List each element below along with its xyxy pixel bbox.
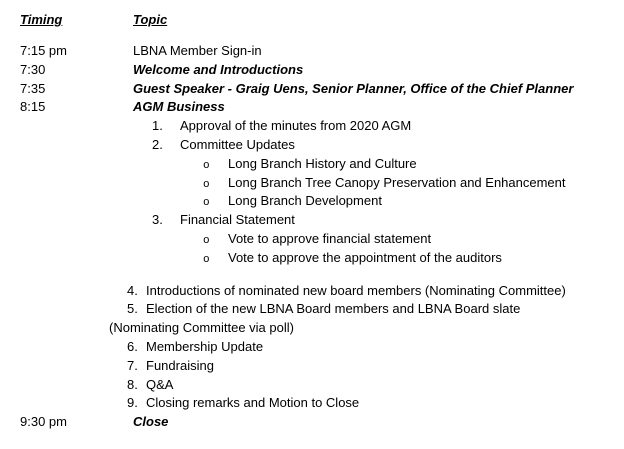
topic-text: Vote to approve the appointment of the auditors bbox=[228, 249, 502, 265]
topic-text: Approval of the minutes from 2020 AGM bbox=[180, 118, 412, 134]
topic-text: Election of the new LBNA Board members and LBNA Board slate bbox=[146, 301, 521, 317]
agenda-row bbox=[0, 98, 624, 117]
time-cell: 7:35 bbox=[20, 80, 46, 96]
blank-row bbox=[0, 268, 624, 282]
topic-cell bbox=[203, 155, 417, 176]
topic-text: Guest Speaker - Graig Uens, Senior Planner, Office of the Chief Planner bbox=[133, 80, 574, 96]
agenda-row bbox=[0, 376, 624, 395]
agenda-row bbox=[0, 117, 624, 136]
topic-text: Vote to approve financial statement bbox=[228, 230, 432, 246]
topic-text: Close bbox=[133, 414, 169, 430]
list-marker: o bbox=[203, 178, 210, 191]
list-marker: 8. bbox=[127, 376, 138, 392]
topic-cell bbox=[133, 61, 303, 80]
list-marker: 1. bbox=[152, 118, 163, 134]
topic-text: Closing remarks and Motion to Close bbox=[146, 395, 360, 411]
timing-column-header: Timing bbox=[20, 12, 63, 27]
agenda-row bbox=[0, 136, 624, 155]
topic-cell bbox=[133, 98, 225, 117]
topic-cell bbox=[127, 300, 520, 319]
topic-cell bbox=[127, 338, 263, 357]
list-marker: o bbox=[203, 234, 210, 247]
topic-cell bbox=[203, 192, 382, 213]
topic-cell bbox=[133, 42, 262, 61]
time-cell: 7:15 pm bbox=[20, 43, 67, 58]
agenda-row bbox=[0, 211, 624, 230]
agenda-row bbox=[0, 357, 624, 376]
list-marker: 4. bbox=[127, 282, 138, 298]
topic-text: Long Branch Development bbox=[228, 193, 382, 209]
time-cell: 7:30 bbox=[20, 61, 46, 77]
agenda-row bbox=[0, 413, 624, 432]
topic-text: LBNA Member Sign-in bbox=[133, 43, 262, 58]
agenda-row bbox=[0, 61, 624, 80]
topic-text: Long Branch Tree Canopy Preservation and Enhancement bbox=[228, 174, 566, 190]
list-marker: 6. bbox=[127, 338, 138, 354]
topic-cell bbox=[203, 174, 566, 195]
list-marker: 3. bbox=[152, 212, 163, 228]
agenda-header bbox=[0, 10, 624, 29]
agenda-row bbox=[0, 249, 624, 268]
topic-cell bbox=[127, 357, 214, 376]
agenda-row bbox=[0, 338, 624, 357]
time-cell: 8:15 bbox=[20, 99, 46, 115]
agenda-row bbox=[0, 174, 624, 193]
topic-text: Q&A bbox=[146, 376, 174, 392]
agenda-row bbox=[0, 80, 624, 99]
agenda-row bbox=[0, 192, 624, 211]
list-marker: 2. bbox=[152, 136, 163, 152]
list-marker: 5. bbox=[127, 301, 138, 317]
agenda-row bbox=[0, 300, 624, 319]
topic-cell bbox=[133, 413, 168, 432]
topic-cell bbox=[127, 394, 359, 413]
topic-text: Membership Update bbox=[146, 338, 264, 354]
list-marker: o bbox=[203, 197, 210, 210]
agenda-row bbox=[0, 230, 624, 249]
topic-text: Fundraising bbox=[146, 357, 214, 373]
list-marker: 7. bbox=[127, 357, 138, 373]
topic-text: Long Branch History and Culture bbox=[228, 155, 417, 171]
topic-cell bbox=[133, 80, 573, 99]
agenda-row bbox=[0, 42, 624, 61]
agenda-row bbox=[0, 319, 624, 338]
list-marker: o bbox=[203, 253, 210, 266]
topic-cell bbox=[152, 136, 295, 155]
agenda-row bbox=[0, 155, 624, 174]
topic-cell bbox=[127, 376, 173, 395]
topic-cell bbox=[203, 230, 431, 251]
topic-cell bbox=[203, 249, 502, 270]
topic-text: Introductions of nominated new board members (Nominating Committee) bbox=[146, 282, 566, 298]
topic-text: Committee Updates bbox=[180, 136, 295, 152]
topic-text: Financial Statement bbox=[180, 212, 295, 228]
topic-text: AGM Business bbox=[133, 99, 225, 115]
list-marker: o bbox=[203, 159, 210, 172]
topic-cell bbox=[152, 211, 295, 230]
topic-text: (Nominating Committee via poll) bbox=[109, 320, 294, 336]
topic-cell bbox=[127, 282, 566, 301]
topic-column-header: Topic bbox=[133, 12, 168, 27]
topic-text: Welcome and Introductions bbox=[133, 61, 304, 77]
time-cell: 9:30 pm bbox=[20, 414, 67, 430]
topic-cell bbox=[109, 319, 294, 338]
agenda-row bbox=[0, 394, 624, 413]
agenda-row bbox=[0, 282, 624, 301]
list-marker: 9. bbox=[127, 395, 138, 411]
agenda-rows bbox=[0, 42, 624, 432]
topic-cell bbox=[152, 117, 411, 136]
